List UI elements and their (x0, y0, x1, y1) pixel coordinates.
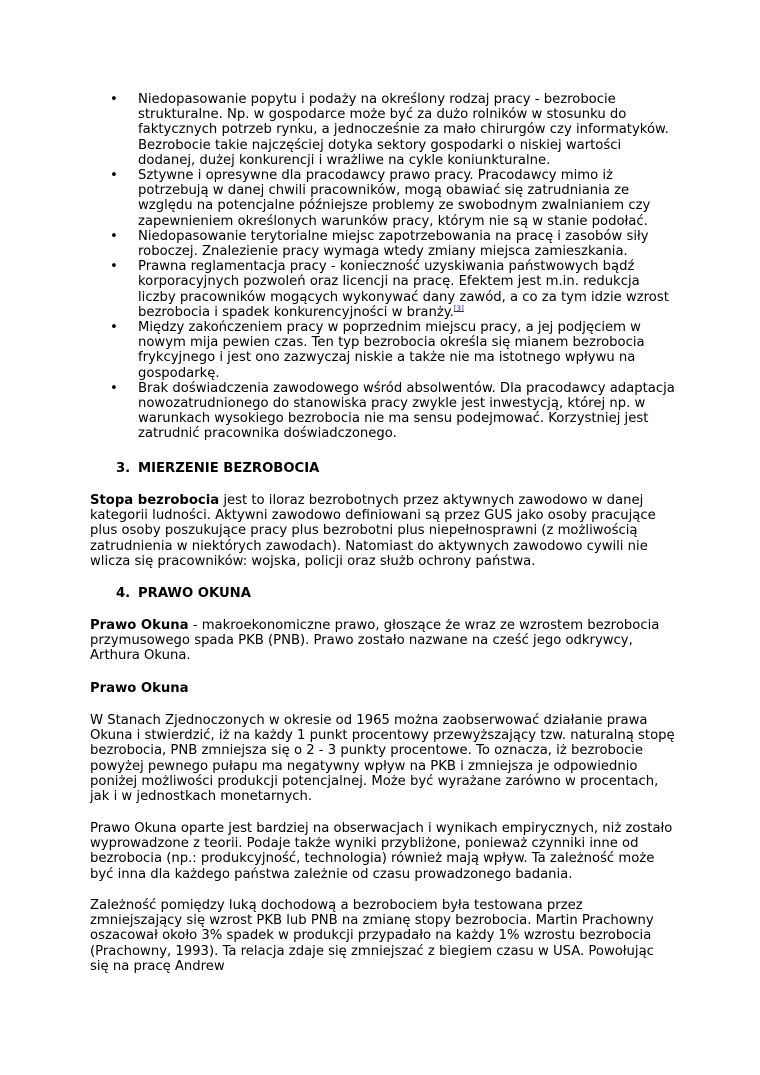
bullet-dot-icon: • (110, 168, 118, 184)
term-stopa-bezrobocia: Stopa bezrobocia (90, 493, 220, 508)
stopa-bezrobocia-paragraph: Stopa bezrobocia jest to iloraz bezrobotnych przez aktywnych zawodowo w danej kategorii ludności. Aktywni zawodowo definiowani są przez GUS jako osoby pracujące plus osoby poszukujące pracy plus bezrobotni plus niepełnosprawni (z możliwością zatrudnienia w niektórych zawodach). Natomiast do aktywnych zawodowo cywili nie wlicza się pracowników: wojska, policji oraz służb ochrony państwa. (90, 493, 656, 569)
okun-empirical-paragraph: Prawo Okuna oparte jest bardziej na obserwacjach i wynikach empirycznych, niż zostało wyprowadzone z teorii. Podaje także wyniki przybliżone, ponieważ czynniki inne od bezrobocia (np.: produkcyjność, technologia) również mają wpływ. Ta zależność może być inna dla każdego państwa zależnie od czasu prowadzonego badania. (90, 821, 673, 882)
bullet-dot-icon: • (110, 320, 118, 336)
okun-definition-paragraph: Prawo Okuna - makroekonomiczne prawo, głoszące że wraz ze wzrostem bezrobocia przymusowego spada PKB (PNB). Prawo zostało nazwane na cześć jego odkrywcy, Arthura Okuna. (90, 618, 660, 664)
causes-bullet-list (90, 92, 680, 442)
okun-subheading: Prawo Okuna (90, 681, 189, 696)
list-item: • Sztywne i opresywne dla pracodawcy prawo pracy. Pracodawcy mimo iż potrzebują w danej chwili pracowników, mogą obawiać się zatrudniania ze względu na potencjalne późniejsze problemy ze swobodnym zwalnianiem czy zapewnieniem określonych warunków pracy, którym nie są w stanie podołać. (110, 168, 651, 229)
bullet-dot-icon: • (110, 228, 118, 244)
okun-relation-paragraph: Zależność pomiędzy luką dochodową a bezrobociem była testowana przez zmniejszający się wzrost PKB lub PNB na zmianę stopy bezrobocia. Martin Prachowny oszacował około 3% spadek w produkcji przypadało na każdy 1% wzrostu bezrobocia (Prachowny, 1993). Ta relacja zdaje się zmniejszać z biegiem czasu w USA. Powołując się na pracę Andrew (90, 898, 654, 974)
term-prawo-okuna: Prawo Okuna (90, 618, 189, 633)
section-3-heading: 3. MIERZENIE BEZROBOCIA (116, 461, 320, 476)
list-item: • Prawna reglamentacja pracy - konieczność uzyskiwania państwowych bądź korporacyjnych pozwoleń oraz licencji na pracę. Efektem jest m.in. redukcja liczby pracowników mogących wykonywać dany zawód, a co za tym idzie wzrost bezrobocia i spadek konkurencyjności w branży.[3] (110, 259, 669, 320)
list-item: • Niedopasowanie terytorialne miejsc zapotrzebowania na pracę i zasobów siły roboczej. Znalezienie pracy wymaga wtedy zmiany miejsca zamieszkania. (110, 228, 649, 260)
list-item: • Między zakończeniem pracy w poprzednim miejscu pracy, a jej podjęciem w nowym mija pewien czas. Ten typ bezrobocia określa się mianem bezrobocia frykcyjnego i jest ono zazwyczaj niskie a także nie ma istotnego wpływu na gospodarkę. (110, 320, 645, 381)
footnote-link[interactable]: [3] (453, 304, 464, 313)
okun-usa-paragraph: W Stanach Zjednoczonych w okresie od 1965 można zaobserwować działanie prawa Okuna i stwierdzić, iż na każdy 1 punkt procentowy przewyższający tzw. naturalną stopę bezrobocia, PNB zmniejsza się o 2 - 3 punkty procentowe. To oznacza, iż bezrobocie powyżej pewnego pułapu ma negatywny wpływ na PKB i zmniejsza je odpowiednio poniżej możliwości produkcji potencjalnej. Może być wyrażane zarówno w procentach, jak i w jednostkach monetarnych. (90, 713, 675, 805)
bullet-dot-icon: • (110, 92, 118, 107)
section-4-heading: 4. PRAWO OKUNA (116, 586, 251, 601)
bullet-dot-icon: • (110, 259, 118, 275)
list-item: • Brak doświadczenia zawodowego wśród absolwentów. Dla pracodawcy adaptacja nowozatrudnionego do stanowiska pracy zwykle jest inwestycją, której np. w warunkach wysokiego bezrobocia nie ma sensu podejmować. Korzystniej jest zatrudnić pracownika doświadczonego. (110, 380, 675, 442)
bullet-dot-icon: • (110, 380, 118, 396)
list-item: • Niedopasowanie popytu i podaży na określony rodzaj pracy - bezrobocie strukturalne. Np. w gospodarce może być za dużo rolników w stosunku do faktycznych potrzeb rynku, a jednocześnie za mało chirurgów czy informatyków. Bezrobocie takie najczęściej dotyka sektory gospodarki o niskiej wartości dodanej, dużej konkurencji i wrażliwe na cykle koniunkturalne. (110, 92, 669, 168)
